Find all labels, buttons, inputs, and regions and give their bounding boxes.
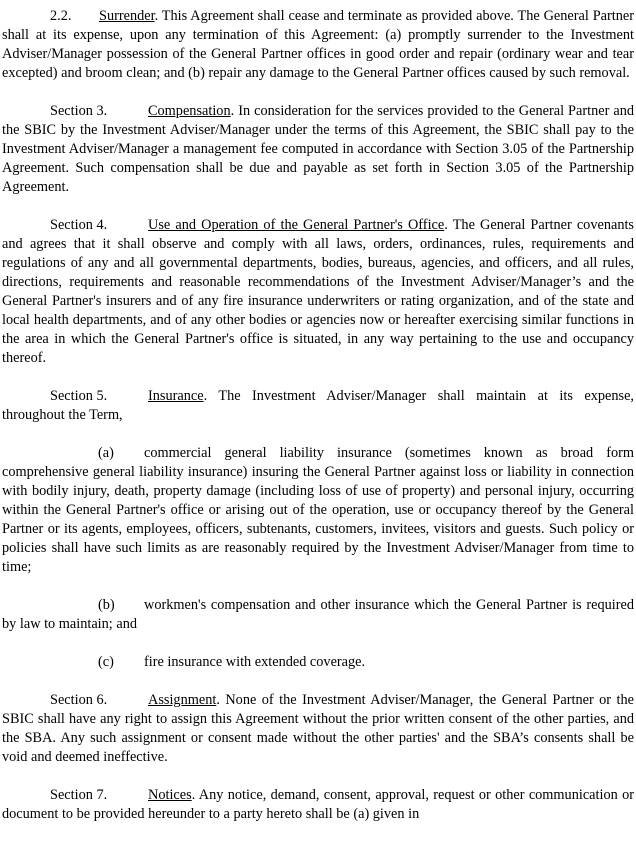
section-number: Section 6. <box>50 692 108 708</box>
section-number: Section 5. <box>50 388 108 404</box>
section-body: . This Agreement shall cease and terminate as provided above. The General Partner shall at its expense, upon any termination of this Agreement: (a) promptly surrender to the Investment Adviser/Manager possession of the General Partner offices in good order and repair (ordinary wear and tear excepted) and broom clean; and (b) repair any damage to the General Partner offices caused by such removal. <box>2 8 634 81</box>
section-2-2-paragraph <box>2 7 634 83</box>
section-number: 2.2. <box>50 8 72 24</box>
section-body: . The Investment Adviser/Manager shall maintain at its expense, throughout the Term, <box>2 388 634 423</box>
section-number: Section 7. <box>50 787 108 803</box>
item-text: fire insurance with extended coverage. <box>144 654 366 670</box>
section-5-item-c <box>2 653 634 672</box>
section-body: . In consideration for the services provided to the General Partner and the SBIC by the Investment Adviser/Manager under the terms of this Agreement, the SBIC shall pay to the Investment Adviser/Manager a management fee computed in accordance with Section 3.05 of the Partnership Agreement. Such compensation shall be due and payable as set forth in Section 3.05 of the Partnership Agreement. <box>2 103 634 195</box>
section-body: . The General Partner covenants and agrees that it shall observe and comply with all laws, orders, ordinances, rules, requirements and regulations of any and all governmental departments, bodies, bureaus, agencies, and officers, and all rules, directions, requirements and reasonable recommendations of the Investment Adviser/Manager’s and the General Partner's insurers and of any fire insurance underwriters or rating organization, and of the state and local health departments, and of any other bodies or agencies now or hereafter exercising similar functions in the area in which the General Partner's office is situated, in any way pertaining to the use and occupancy thereof. <box>2 217 635 366</box>
section-5-item-b <box>2 596 634 634</box>
section-4-paragraph <box>2 216 634 368</box>
section-heading: Surrender <box>99 8 155 24</box>
item-label: (a) <box>98 445 114 461</box>
section-heading: Insurance <box>148 388 204 404</box>
section-5-paragraph <box>2 387 634 425</box>
section-body: . None of the Investment Adviser/Manager, the General Partner or the SBIC shall have any right to assign this Agreement without the prior written consent of the other parties, and the SBA. Any such assignment or consent made without the other parties' and the SBA’s consents shall be void and deemed ineffective. <box>2 692 634 765</box>
section-heading: Notices <box>148 787 192 803</box>
item-text: commercial general liability insurance (sometimes known as broad form comprehensive general liability insurance) insuring the General Partner against loss or liability in connection with bodily injury, death, property damage (including loss of use of property) and personal injury, occurring within the General Partner's office or arising out of the operation, use or occupancy thereof by the General Partner or its agents, employees, officers, subtenants, customers, invitees, visitors and guests. Such policy or policies shall have such limits as are reasonably required by the Investment Adviser/Manager from time to time; <box>2 445 634 575</box>
section-heading: Compensation <box>148 103 231 119</box>
section-number: Section 4. <box>50 217 108 233</box>
section-7-paragraph <box>2 786 634 824</box>
item-text: workmen's compensation and other insurance which the General Partner is required by law to maintain; and <box>2 597 634 632</box>
item-label: (b) <box>98 597 115 613</box>
section-5-item-a <box>2 444 634 577</box>
document-page <box>2 7 634 824</box>
section-heading: Assignment <box>148 692 217 708</box>
section-3-paragraph <box>2 102 634 197</box>
section-heading: Use and Operation of the General Partner's Office <box>148 217 445 233</box>
section-number: Section 3. <box>50 103 108 119</box>
item-label: (c) <box>98 654 114 670</box>
section-body: . Any notice, demand, consent, approval, request or other communication or document to be provided hereunder to a party hereto shall be (a) given in <box>2 787 634 822</box>
section-6-paragraph <box>2 691 634 767</box>
